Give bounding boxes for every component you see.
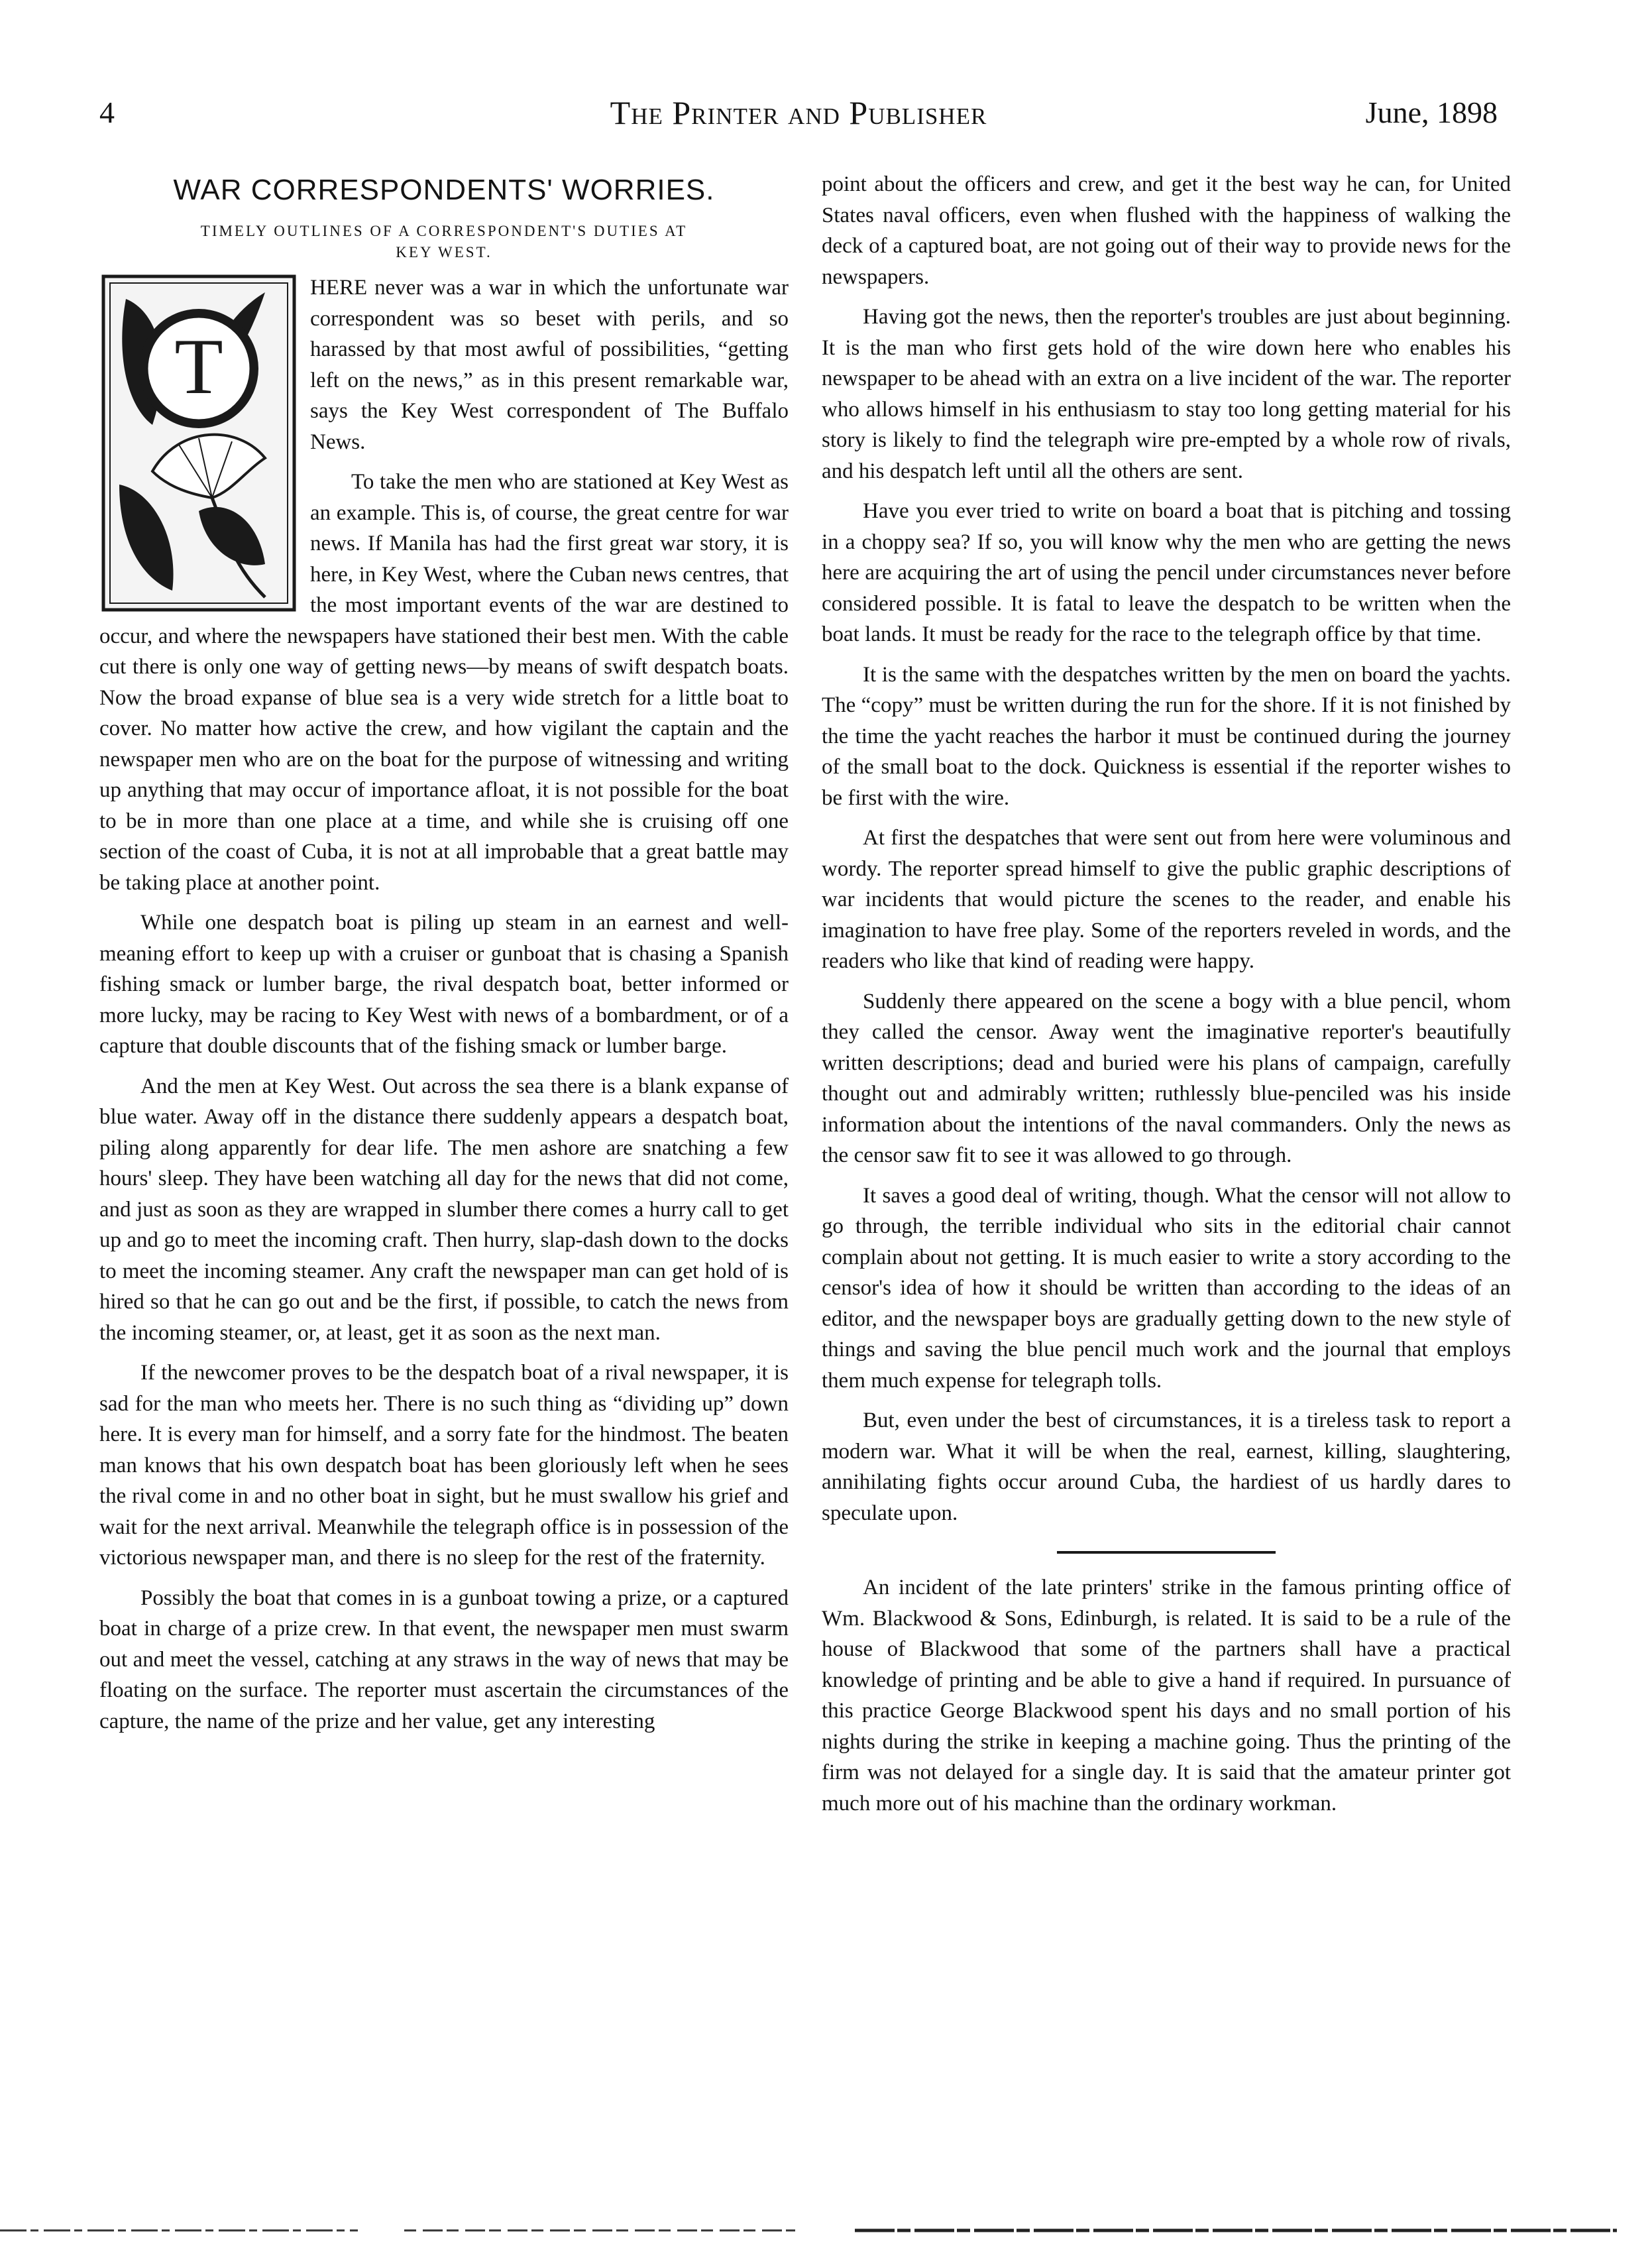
article-title: WAR CORRESPONDENTS' WORRIES.: [173, 174, 715, 206]
paragraph: And the men at Key West. Out across the sea there is a blank expanse of blue water. Away off in the distance there suddenly appears a despatch boat, piling along apparently for dear life. The men ashore are snatching a few hours' sleep. They have been watching all day for the news that did not come, and just as soon as they are wrapped in slumber there comes a hurry call to get up and go to meet the incoming craft. Then hurry, slap-dash down to the docks to meet the incoming steamer. Any craft the newspaper man can get hold of is hired so that he can go out and be the first, if possible, to catch the news from the incoming steamer, or, at least, get it as soon as the next man.: [99, 1074, 789, 1345]
paragraph: Possibly the boat that comes in is a gunboat towing a prize, or a captured boat in charge of a prize crew. In that event, the newspaper men must swarm out and meet the vessel, catching at any straws in the way of news that may be floating on the surface. The reporter must ascertain the circumstances of the capture, the name of the prize and her value, get any interesting: [99, 1586, 789, 1733]
paragraph: While one despatch boat is piling up steam in an earnest and well-meaning effort to keep up with a cruiser or gunboat that is chasing a Spanish fishing smack or lumber barge, the rival despatch boat, better informed or more lucky, may be racing to Key West with news of a bombardment, or of a capture that double discounts that of the fishing smack or lumber barge.: [99, 911, 789, 1058]
paragraph: At first the despatches that were sent out from here were voluminous and wordy. The reporter spread himself to give the public graphic descriptions of war incidents that would picture the scenes to the reader, and enable his imagination to have free play. Some of the reporters reveled in words, and the readers who like that kind of reading were happy.: [822, 826, 1511, 973]
bottom-edge-rule: [0, 2227, 1652, 2234]
paragraph: Having got the news, then the reporter's troubles are just about beginning. It is the man who first gets hold of the wire down here who enables his newspaper to be ahead with an extra on a live incident of the war. The reporter who allows himself in his enthusiasm to stay too long getting material for his story is likely to find the telegraph wire pre-empted by a whole row of rivals, and his despatch left until all the others are sent.: [822, 305, 1511, 483]
dropcap-illustration: [99, 272, 298, 614]
left-column: [99, 169, 789, 1746]
paragraph: Have you ever tried to write on board a boat that is pitching and tossing in a choppy sea? If so, you will know why the men who are getting the news here are acquiring the art of using the pencil under circumstances never before considered possible. It is fatal to leave the despatch to be written when the boat lands. It must be ready for the race to the telegraph office by that time.: [822, 499, 1511, 646]
publication-title: The Printer and Publisher: [610, 94, 987, 131]
brief-paragraph: An incident of the late printers' strike in the famous printing office of Wm. Blackwood & Sons, Edinburgh, is related. It is said to be a rule of the house of Blackwood that some of the partners shall have a practical knowledge of printing and be able to give a hand if required. In pursuance of this practice George Blackwood spent his days and no small portion of his nights during the strike in keeping a machine going. Thus the printing of the firm was not delayed for a single day. It is said that the amateur printer got much more out of his machine than the ordinary workman.: [822, 1576, 1511, 1816]
paragraph: It is the same with the despatches written by the men on board the yachts. The “copy” must be written during the run for the shore. If it is not finished by the time the yacht reaches the harbor it must be continued during the journey of the small boat to the dock. Quickness is essential if the reporter wishes to be first with the wire.: [822, 662, 1511, 810]
dropcap-letter: T: [174, 322, 223, 410]
paragraph: But, even under the best of circumstances, it is a tireless task to report a modern war. What it will be when the real, earnest, killing, slaughtering, annihilating fights occur around Cuba, the hardiest of us hardly dares to speculate upon.: [822, 1409, 1511, 1525]
right-column: [822, 169, 1511, 1828]
paragraph: Suddenly there appeared on the scene a bogy with a blue pencil, whom they called the censor. Away went the imaginative reporter's beautifully written descriptions; dead and buried were his plans of campaign, carefully thought out and admirably written; ruthlessly blue-penciled was his inside information about the intentions of the naval commanders. Only the news as the censor saw fit to see it was allowed to go through.: [822, 989, 1511, 1167]
article-subtitle: TIMELY OUTLINES OF A CORRESPONDENT'S DUTIES AT KEY WEST.: [200, 223, 688, 260]
page-number: 4: [99, 95, 115, 129]
paragraph: It saves a good deal of writing, though. What the censor will not allow to go through, the terrible individual who sits in the editorial chair cannot complain about not getting. It is much easier to write a story according to the censor's idea of how it should be written than according to the ideas of an editor, and the newspaper boys are gradually getting down to the new style of things and saving the blue pencil much work and the journal that employs them much expense for telegraph tolls.: [822, 1183, 1511, 1393]
page-header: [99, 86, 1498, 139]
section-divider: [1057, 1551, 1276, 1554]
paragraph: If the newcomer proves to be the despatch boat of a rival newspaper, it is sad for the man who meets her. There is no such thing as “dividing up” down here. It is every man for himself, and a sorry fate for the hindmost. The beaten man knows that his own despatch boat has been gloriously left when he sees the rival come in and no other boat in sight, but he must swallow his grief and wait for the next arrival. Meanwhile the telegraph office is in possession of the victorious newspaper man, and there is no sleep for the rest of the fraternity.: [99, 1361, 789, 1570]
issue-date: June, 1898: [1365, 95, 1498, 129]
paragraph: point about the officers and crew, and get it the best way he can, for United States naval officers, even when flushed with the happiness of walking the deck of a captured boat, are not going out of their way to provide news for the newspapers.: [822, 172, 1511, 289]
paragraph: To take the men who are stationed at Key West as an example. This is, of course, the great centre for war news. If Manila has had the first great war story, it is here, in Key West, where the Cuban news centres, that the most important events of the war are destined to occur, and where the newspapers have stationed their best men. With the cable cut there is only one way of getting news—by means of swift despatch boats. Now the broad expanse of blue sea is a very wide stretch for a little boat to cover. No matter how active the crew, and how vigilant the captain and the newspaper men who are on the boat for the purpose of witnessing and writing up anything that may occur of importance afloat, it is not possible for the boat to be in more than one place at a time, and while she is cruising off one section of the coast of Cuba, it is not at all improbable that a great battle may be taking place at another point.: [99, 470, 789, 895]
paragraph: HERE never was a war in which the unfortunate war correspondent was so beset with perils, and so harassed by that most awful of possibilities, “getting left on the news,” as in this present remarkable war, says the Key West correspondent of The Buffalo News.: [310, 276, 789, 454]
